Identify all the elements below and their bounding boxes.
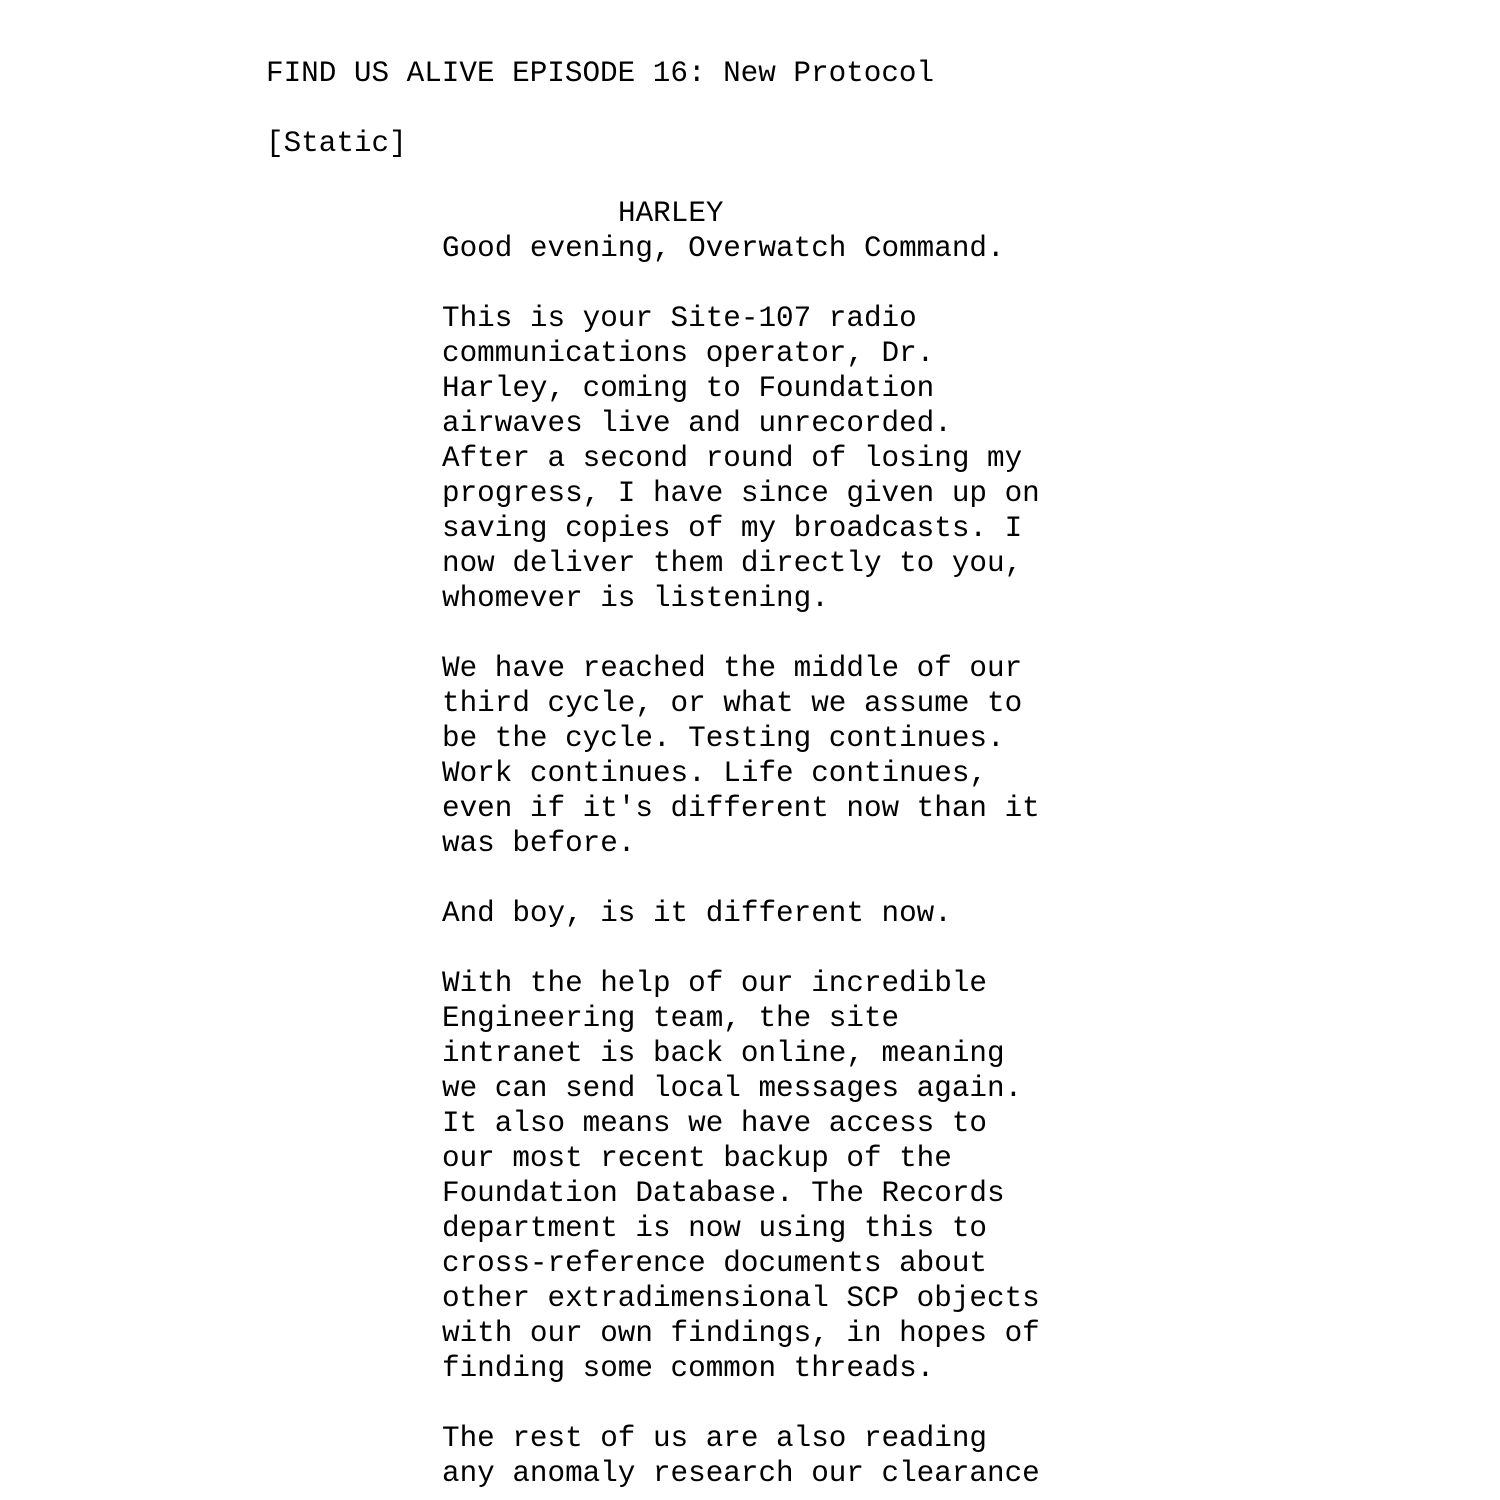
dialogue-line: even if it's different now than it	[442, 792, 1040, 825]
dialogue-line: cross-reference documents about	[442, 1247, 988, 1280]
dialogue-line: we can send local messages again.	[442, 1072, 1023, 1105]
dialogue-line: The rest of us are also reading	[442, 1422, 988, 1455]
dialogue-line: other extradimensional SCP objects	[442, 1282, 1040, 1315]
dialogue-line: communications operator, Dr.	[442, 337, 935, 370]
dialogue-line: After a second round of losing my	[442, 442, 1023, 475]
dialogue-line: And boy, is it different now.	[442, 897, 952, 930]
dialogue-line: intranet is back online, meaning	[442, 1037, 1005, 1070]
blank-line	[442, 931, 1062, 966]
blank-line	[442, 861, 1062, 896]
dialogue-line: be the cycle. Testing continues.	[442, 722, 1005, 755]
character-name: HARLEY	[618, 197, 724, 230]
blank-line	[442, 1386, 1062, 1421]
blank-line	[442, 616, 1062, 651]
dialogue-line: Work continues. Life continues,	[442, 757, 988, 790]
blank-line	[442, 266, 1062, 301]
dialogue-line: third cycle, or what we assume to	[442, 687, 1023, 720]
dialogue-line: was before.	[442, 827, 636, 860]
dialogue-line: Harley, coming to Foundation	[442, 372, 935, 405]
dialogue-line: department is now using this to	[442, 1212, 988, 1245]
dialogue-line: Engineering team, the site	[442, 1002, 900, 1035]
dialogue-line: With the help of our incredible	[442, 967, 988, 1000]
dialogue-line: We have reached the middle of our	[442, 652, 1023, 685]
dialogue-line: whomever is listening.	[442, 582, 829, 615]
dialogue-block	[442, 231, 1062, 1491]
dialogue-line: progress, I have since given up on	[442, 477, 1040, 510]
dialogue-line: saving copies of my broadcasts. I	[442, 512, 1023, 545]
dialogue-line: Foundation Database. The Records	[442, 1177, 1005, 1210]
episode-title: FIND US ALIVE EPISODE 16: New Protocol	[266, 57, 935, 90]
dialogue-line: any anomaly research our clearance	[442, 1457, 1040, 1490]
sound-cue: [Static]	[266, 127, 407, 160]
dialogue-line: with our own findings, in hopes of	[442, 1317, 1040, 1350]
dialogue-line: It also means we have access to	[442, 1107, 988, 1140]
dialogue-line: finding some common threads.	[442, 1352, 935, 1385]
dialogue-line: airwaves live and unrecorded.	[442, 407, 952, 440]
dialogue-line: our most recent backup of the	[442, 1142, 952, 1175]
dialogue-line: now deliver them directly to you,	[442, 547, 1023, 580]
dialogue-line: This is your Site-107 radio	[442, 302, 917, 335]
dialogue-line: Good evening, Overwatch Command.	[442, 232, 1005, 265]
